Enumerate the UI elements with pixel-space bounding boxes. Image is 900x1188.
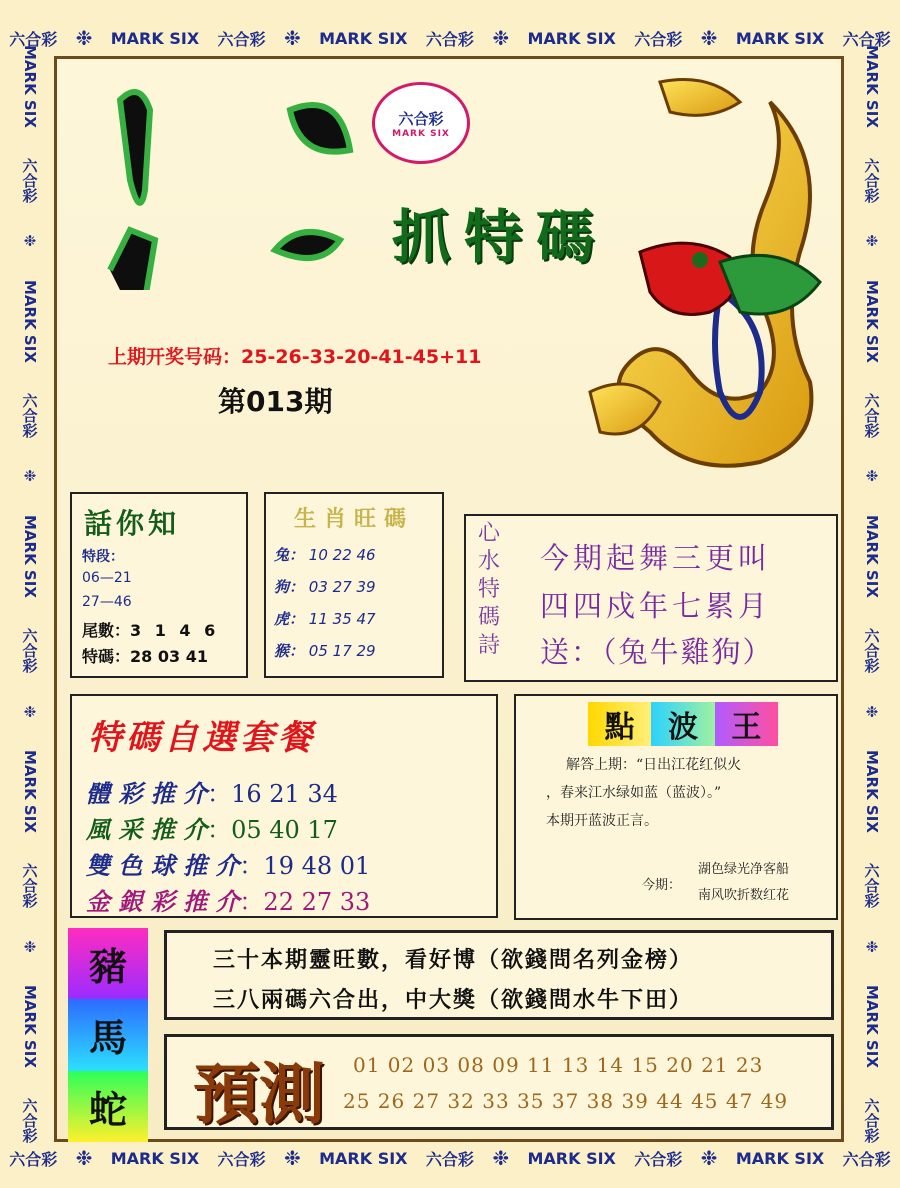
border-label-cn: 六合彩 [20, 1098, 39, 1144]
flower-icon: ❉ [283, 1146, 301, 1170]
segment-label: 特段： [82, 549, 124, 565]
zodiac-title: 生肖旺碼 [294, 506, 415, 532]
border-label-cn: 六合彩 [20, 392, 39, 438]
page-title: 抓特碼 [392, 203, 609, 271]
border-label-mark: MARK SIX [110, 28, 200, 48]
border-label-mark: MARK SIX [110, 1148, 200, 1168]
border-label-cn: 六合彩 [9, 29, 58, 49]
title-char: 王 [715, 702, 778, 746]
prediction-box [164, 1034, 834, 1133]
border-label-mark: MARK SIX [319, 1148, 408, 1168]
package-row-label: 金 銀 彩 推 介 [86, 887, 240, 916]
last-draw [108, 342, 481, 369]
border-label-mark: MARK SIX [21, 44, 39, 128]
animal-snake: 蛇 [68, 1071, 148, 1142]
border-label-mark: MARK SIX [735, 1148, 825, 1168]
mark-six-logo [372, 82, 470, 164]
flower-icon: ❉ [492, 1146, 510, 1170]
border-label-mark: MARK SIX [863, 280, 881, 363]
package-row-numbers: 16 21 34 [231, 780, 338, 808]
border-label-mark: MARK SIX [863, 515, 881, 599]
animal-pig: 豬 [68, 928, 148, 999]
border-label-mark: MARK SIX [863, 985, 881, 1069]
special-values: 28 03 41 [130, 647, 208, 666]
last-draw-label: 上期开奖号码： [108, 346, 242, 368]
border-label-cn: 六合彩 [842, 29, 891, 49]
poem-title: 心水特碼詩 [478, 521, 501, 658]
special-row [82, 644, 208, 667]
segment-1: 06—21 [82, 570, 132, 586]
flower-icon: ❉ [23, 937, 37, 956]
flower-icon: ❉ [23, 702, 37, 721]
zodiac-row [274, 544, 376, 565]
package-row-numbers: 19 48 01 [263, 852, 371, 880]
bottom-border-strip [0, 1138, 900, 1178]
package-row-colon: ： [239, 852, 264, 880]
flower-icon: ❉ [700, 1146, 718, 1170]
border-label-mark: MARK SIX [21, 750, 39, 834]
this-line-1: 湖色绿光净客船 [698, 862, 790, 877]
zodiac-row [274, 608, 376, 629]
border-label-cn: 六合彩 [20, 157, 39, 203]
flower-icon: ❉ [865, 702, 879, 721]
poem-line-3: 送：（兔牛雞狗） [540, 635, 774, 669]
border-label-cn: 六合彩 [862, 157, 881, 203]
border-label-cn: 六合彩 [862, 627, 881, 673]
poem-box [464, 514, 838, 682]
border-label-mark: MARK SIX [21, 280, 39, 363]
border-label-cn: 六合彩 [842, 1149, 891, 1169]
title-char: 波 [651, 702, 714, 746]
animal-horse: 馬 [68, 999, 148, 1070]
zodiac-row [274, 640, 376, 661]
border-label-mark: MARK SIX [527, 1148, 616, 1168]
answer-line-1: 解答上期：“日出江花红似火 [566, 757, 742, 773]
flower-icon: ❉ [865, 467, 879, 486]
package-row-numbers: 05 40 17 [231, 816, 338, 844]
package-row-colon: ： [207, 816, 232, 844]
border-label-mark: MARK SIX [527, 28, 616, 48]
poem-line-2: 四四戍年七累月 [540, 589, 772, 623]
flower-icon: ❉ [75, 26, 93, 50]
package-box [70, 694, 498, 918]
segment-2: 27—46 [82, 594, 132, 610]
border-label-cn: 六合彩 [862, 1098, 881, 1144]
flower-icon: ❉ [865, 937, 879, 956]
border-label-cn: 六合彩 [217, 1149, 266, 1169]
package-row-label: 體 彩 推 介 [86, 779, 208, 808]
prediction-label: 預測 [193, 1055, 325, 1133]
special-label: 特碼： [82, 647, 131, 666]
border-label-cn: 六合彩 [634, 1149, 683, 1169]
slogan-line-2: 三八兩碼六合出，中大獎（欲錢問水牛下田） [213, 987, 694, 1013]
border-label-cn: 六合彩 [9, 1149, 58, 1169]
border-label-cn: 六合彩 [425, 29, 474, 49]
zodiac-numbers: 03 27 39 [308, 578, 376, 596]
zodiac-animal: 狗： [274, 578, 305, 596]
logo-cn: 六合彩 [398, 109, 444, 128]
border-label-cn: 六合彩 [20, 627, 39, 673]
package-row [86, 882, 370, 917]
last-draw-numbers: 25-26-33-20-41-45+11 [241, 346, 482, 368]
dragon-graphic [570, 62, 840, 482]
border-label-mark: MARK SIX [863, 750, 881, 834]
border-label-cn: 六合彩 [425, 1149, 474, 1169]
zodiac-numbers: 11 35 47 [308, 610, 376, 628]
border-label-mark: MARK SIX [21, 985, 39, 1069]
zodiac-numbers: 10 22 46 [308, 546, 376, 564]
zodiac-animal: 兔： [274, 546, 305, 564]
tail-values: 3 1 4 6 [130, 621, 220, 640]
zodiac-animal: 猴： [274, 642, 305, 660]
right-border-strip [852, 30, 892, 1158]
border-label-cn: 六合彩 [862, 392, 881, 438]
top-border-strip [0, 18, 900, 58]
dian-bo-wang-title [588, 702, 778, 746]
prediction-row-1: 01 02 03 08 09 11 13 14 15 20 21 23 [353, 1053, 764, 1077]
package-row [86, 774, 338, 809]
package-row [86, 810, 338, 845]
package-title: 特碼自選套餐 [88, 718, 316, 758]
issue-number: 第013期 [218, 385, 333, 418]
title-char: 點 [588, 702, 651, 746]
brush-calligraphy-graphic [100, 70, 380, 290]
border-label-cn: 六合彩 [862, 862, 881, 908]
zodiac-box [264, 492, 444, 678]
logo-en: MARK SIX [392, 128, 450, 139]
border-label-mark: MARK SIX [863, 44, 881, 128]
zodiac-row [274, 576, 376, 597]
border-label-cn: 六合彩 [634, 29, 683, 49]
border-label-mark: MARK SIX [319, 28, 408, 48]
package-row-label: 風 采 推 介 [86, 815, 208, 844]
dian-bo-wang-box [514, 694, 838, 920]
package-row-colon: ： [239, 888, 264, 916]
package-row [86, 846, 370, 881]
border-label-mark: MARK SIX [21, 515, 39, 599]
hua-ni-zhi-box [70, 492, 248, 678]
flower-icon: ❉ [23, 232, 37, 251]
slogan-box [164, 930, 834, 1020]
this-line-2: 南风吹折数红花 [698, 888, 790, 903]
flower-icon: ❉ [865, 232, 879, 251]
answer-line-2: ，春来江水绿如蓝（蓝波）。” [546, 785, 722, 801]
border-label-cn: 六合彩 [217, 29, 266, 49]
answer-line-3: 本期开蓝波正言。 [546, 813, 658, 829]
zodiac-animal: 虎： [274, 610, 305, 628]
prediction-row-2: 25 26 27 32 33 35 37 38 39 44 45 47 49 [343, 1089, 789, 1113]
flower-icon: ❉ [700, 26, 718, 50]
zodiac-numbers: 05 17 29 [308, 642, 376, 660]
tail-label: 尾數： [82, 621, 131, 640]
border-label-mark: MARK SIX [735, 28, 825, 48]
flower-icon: ❉ [23, 467, 37, 486]
slogan-line-1: 三十本期靈旺數，看好博（欲錢問名列金榜） [213, 947, 694, 973]
this-period-label: 今期： [642, 878, 682, 893]
flower-icon: ❉ [283, 26, 301, 50]
tail-row [82, 618, 219, 641]
left-border-strip [10, 30, 50, 1158]
package-row-label: 雙 色 球 推 介 [86, 851, 240, 880]
package-row-numbers: 22 27 33 [263, 888, 371, 916]
package-row-colon: ： [207, 780, 232, 808]
flower-icon: ❉ [492, 26, 510, 50]
poem-line-1: 今期起舞三更叫 [540, 541, 772, 575]
hua-ni-zhi-title: 話你知 [84, 507, 181, 540]
flower-icon: ❉ [75, 1146, 93, 1170]
animal-column [68, 928, 148, 1142]
border-label-cn: 六合彩 [20, 862, 39, 908]
